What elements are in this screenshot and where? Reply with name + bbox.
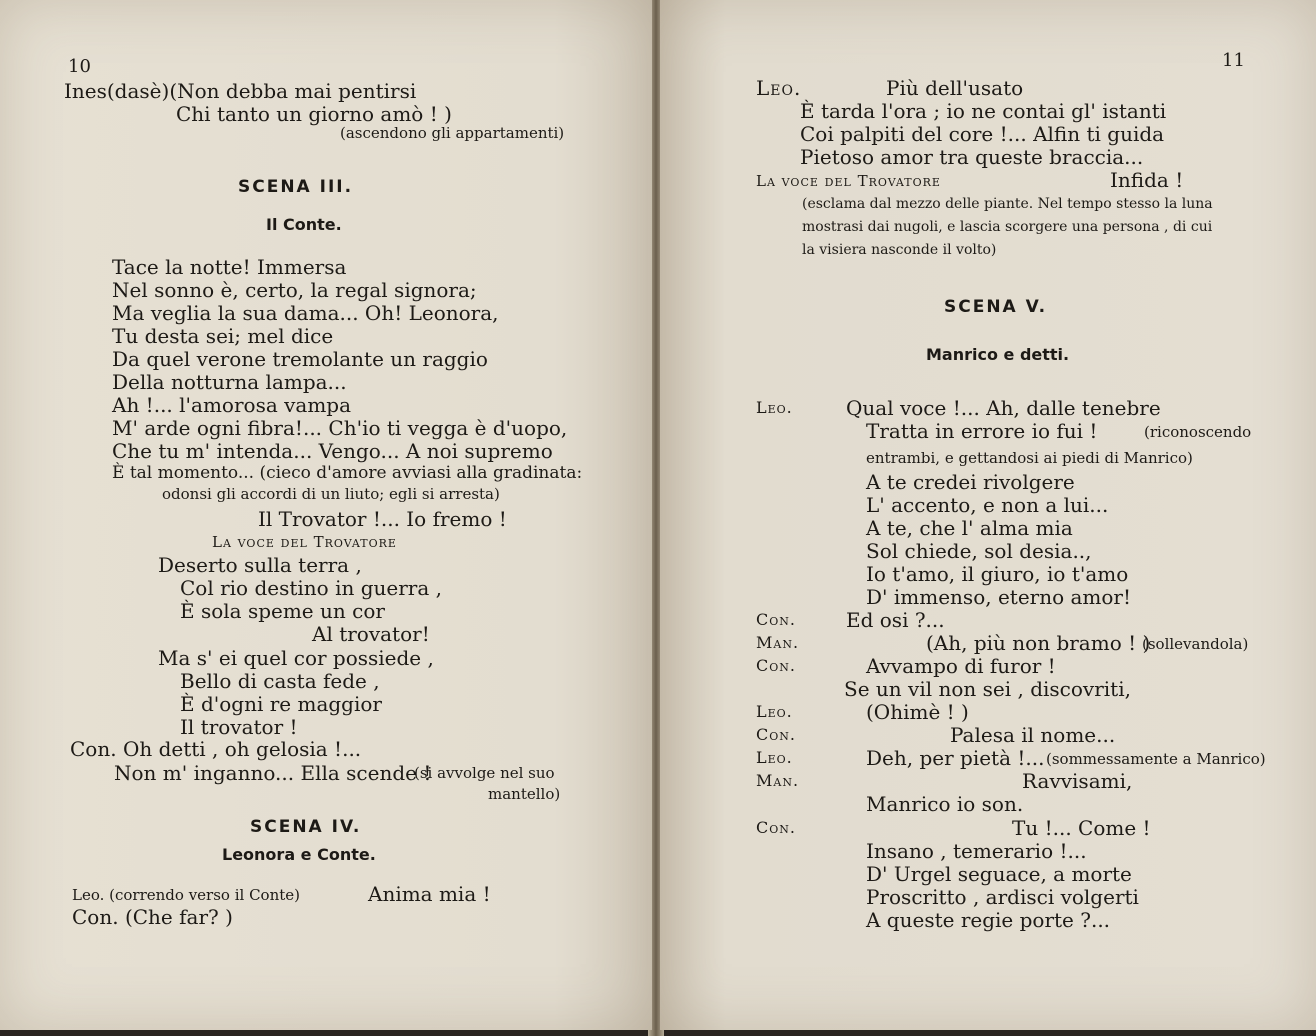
verse-line: Ma s' ei quel cor possiede , (158, 646, 434, 670)
speaker-label: Con. (756, 818, 796, 837)
verse-line: Bello di casta fede , (180, 669, 380, 693)
verse-line: Che tu m' intenda... Vengo... A noi supremo (112, 439, 553, 463)
verse-line: Con. Oh detti , oh gelosia !... (70, 737, 362, 761)
verse-line: (Ah, più non bramo ! ) (926, 631, 1151, 655)
character-label: La voce del Trovatore (212, 533, 397, 551)
verse-line: È tal momento... (cieco d'amore avviasi alla gradinata: (112, 463, 583, 483)
speaker-label: Leo. (756, 748, 793, 767)
verse-line: L' accento, e non a lui... (866, 493, 1109, 517)
verse-line: Manrico io son. (866, 792, 1024, 816)
speaker-label: Man. (756, 771, 800, 790)
verse-line: Ma veglia la sua dama... Oh! Leonora, (112, 301, 499, 325)
scene-characters: Il Conte. (266, 215, 342, 234)
verse-line: Il trovator ! (180, 715, 298, 739)
page-number: 10 (68, 56, 91, 77)
verse-line: Col rio destino in guerra , (180, 576, 442, 600)
verse-line: Da quel verone tremolante un raggio (112, 347, 488, 371)
verse-line: Deserto sulla terra , (158, 553, 362, 577)
speaker-label: Con. (756, 725, 796, 744)
stage-direction: Leo. (correndo verso il Conte) (72, 886, 301, 904)
speaker-label: Man. (756, 633, 800, 652)
character-label: La voce del Trovatore (756, 172, 941, 190)
verse-line: Io t'amo, il giuro, io t'amo (866, 562, 1129, 586)
verse-line: Più dell'usato (886, 76, 1024, 100)
stage-direction: (si avvolge nel suo (414, 764, 555, 782)
scene-characters: Leonora e Conte. (222, 845, 376, 864)
stage-direction: (riconoscendo (1144, 423, 1252, 441)
speaker-label: Con. (756, 610, 796, 629)
scene-characters: Manrico e detti. (926, 345, 1070, 364)
stage-direction: entrambi, e gettandosi ai piedi di Manrico) (866, 449, 1193, 467)
verse-line: D' immenso, eterno amor! (866, 585, 1132, 609)
verse-line: Palesa il nome... (950, 723, 1116, 747)
verse-line: Insano , temerario !... (866, 839, 1087, 863)
verse-line: Ed osi ?... (846, 608, 945, 632)
verse-line: Coi palpiti del core !... Alfin ti guida (800, 122, 1165, 146)
stage-direction: la visiera nasconde il volto) (802, 242, 997, 258)
verse-line: Al trovator! (312, 622, 430, 646)
verse-line: Chi tanto un giorno amò ! ) (176, 102, 452, 126)
page-number: 11 (1222, 50, 1245, 71)
right-page (660, 0, 1316, 1030)
verse-line: È tarda l'ora ; io ne contai gl' istanti (800, 99, 1167, 123)
verse-line: Tu desta sei; mel dice (112, 324, 334, 348)
verse-line: Tace la notte! Immersa (112, 255, 347, 279)
verse-line: È d'ogni re maggior (180, 692, 382, 716)
verse-line: Tratta in errore io fui ! (866, 419, 1098, 443)
verse-line: Infida ! (1110, 168, 1184, 192)
verse-line: Ravvisami, (1022, 769, 1133, 793)
stage-direction: (ascendono gli appartamenti) (340, 124, 565, 142)
speaker-label: Leo. (756, 702, 793, 721)
stage-direction: (sollevandola) (1142, 635, 1249, 653)
verse-line: Anima mia ! (368, 882, 491, 906)
verse-line: D' Urgel seguace, a morte (866, 862, 1132, 886)
scene-heading: SCENA V. (944, 297, 1048, 317)
left-page (0, 0, 652, 1030)
verse-line: Ah !... l'amorosa vampa (112, 393, 352, 417)
stage-direction: (esclama dal mezzo delle piante. Nel tempo stesso la luna (802, 196, 1213, 212)
stage-direction: mostrasi dai nugoli, e lascia scorgere una persona , di cui (802, 219, 1213, 235)
verse-line: Il Trovator !... Io fremo ! (258, 507, 507, 531)
verse-line: È sola speme un cor (180, 599, 385, 623)
verse-line: Avvampo di furor ! (866, 654, 1056, 678)
speaker-label: Leo. (756, 398, 793, 417)
verse-line: M' arde ogni fibra!... Ch'io ti vegga è d'uopo, (112, 416, 568, 440)
verse-line: A te credei rivolgere (866, 470, 1075, 494)
verse-line: A te, che l' alma mia (866, 516, 1073, 540)
verse-line: Se un vil non sei , discovriti, (844, 677, 1131, 701)
verse-line: Sol chiede, sol desia.., (866, 539, 1092, 563)
verse-line: Tu !... Come ! (1012, 816, 1151, 840)
scene-heading: SCENA III. (238, 177, 354, 197)
verse-line: Nel sonno è, certo, la regal signora; (112, 278, 477, 302)
verse-line: Con. (Che far? ) (72, 905, 233, 929)
verse-line: Proscritto , ardisci volgerti (866, 885, 1139, 909)
verse-line: A queste regie porte ?... (866, 908, 1111, 932)
speaker-label: Leo. (756, 76, 802, 100)
verse-line: Deh, per pietà !... (866, 746, 1045, 770)
verse-line: Ines(dasè)(Non debba mai pentirsi (64, 79, 417, 103)
stage-direction: mantello) (488, 785, 561, 803)
stage-direction: odonsi gli accordi di un liuto; egli si arresta) (162, 485, 500, 503)
speaker-label: Con. (756, 656, 796, 675)
verse-line: Pietoso amor tra queste braccia... (800, 145, 1144, 169)
verse-line: Qual voce !... Ah, dalle tenebre (846, 396, 1161, 420)
verse-line: (Ohimè ! ) (866, 700, 969, 724)
stage-direction: (sommessamente a Manrico) (1046, 750, 1266, 768)
verse-line: Della notturna lampa... (112, 370, 347, 394)
scene-heading: SCENA IV. (250, 817, 362, 837)
verse-line: Non m' inganno... Ella scende ! (114, 761, 432, 785)
